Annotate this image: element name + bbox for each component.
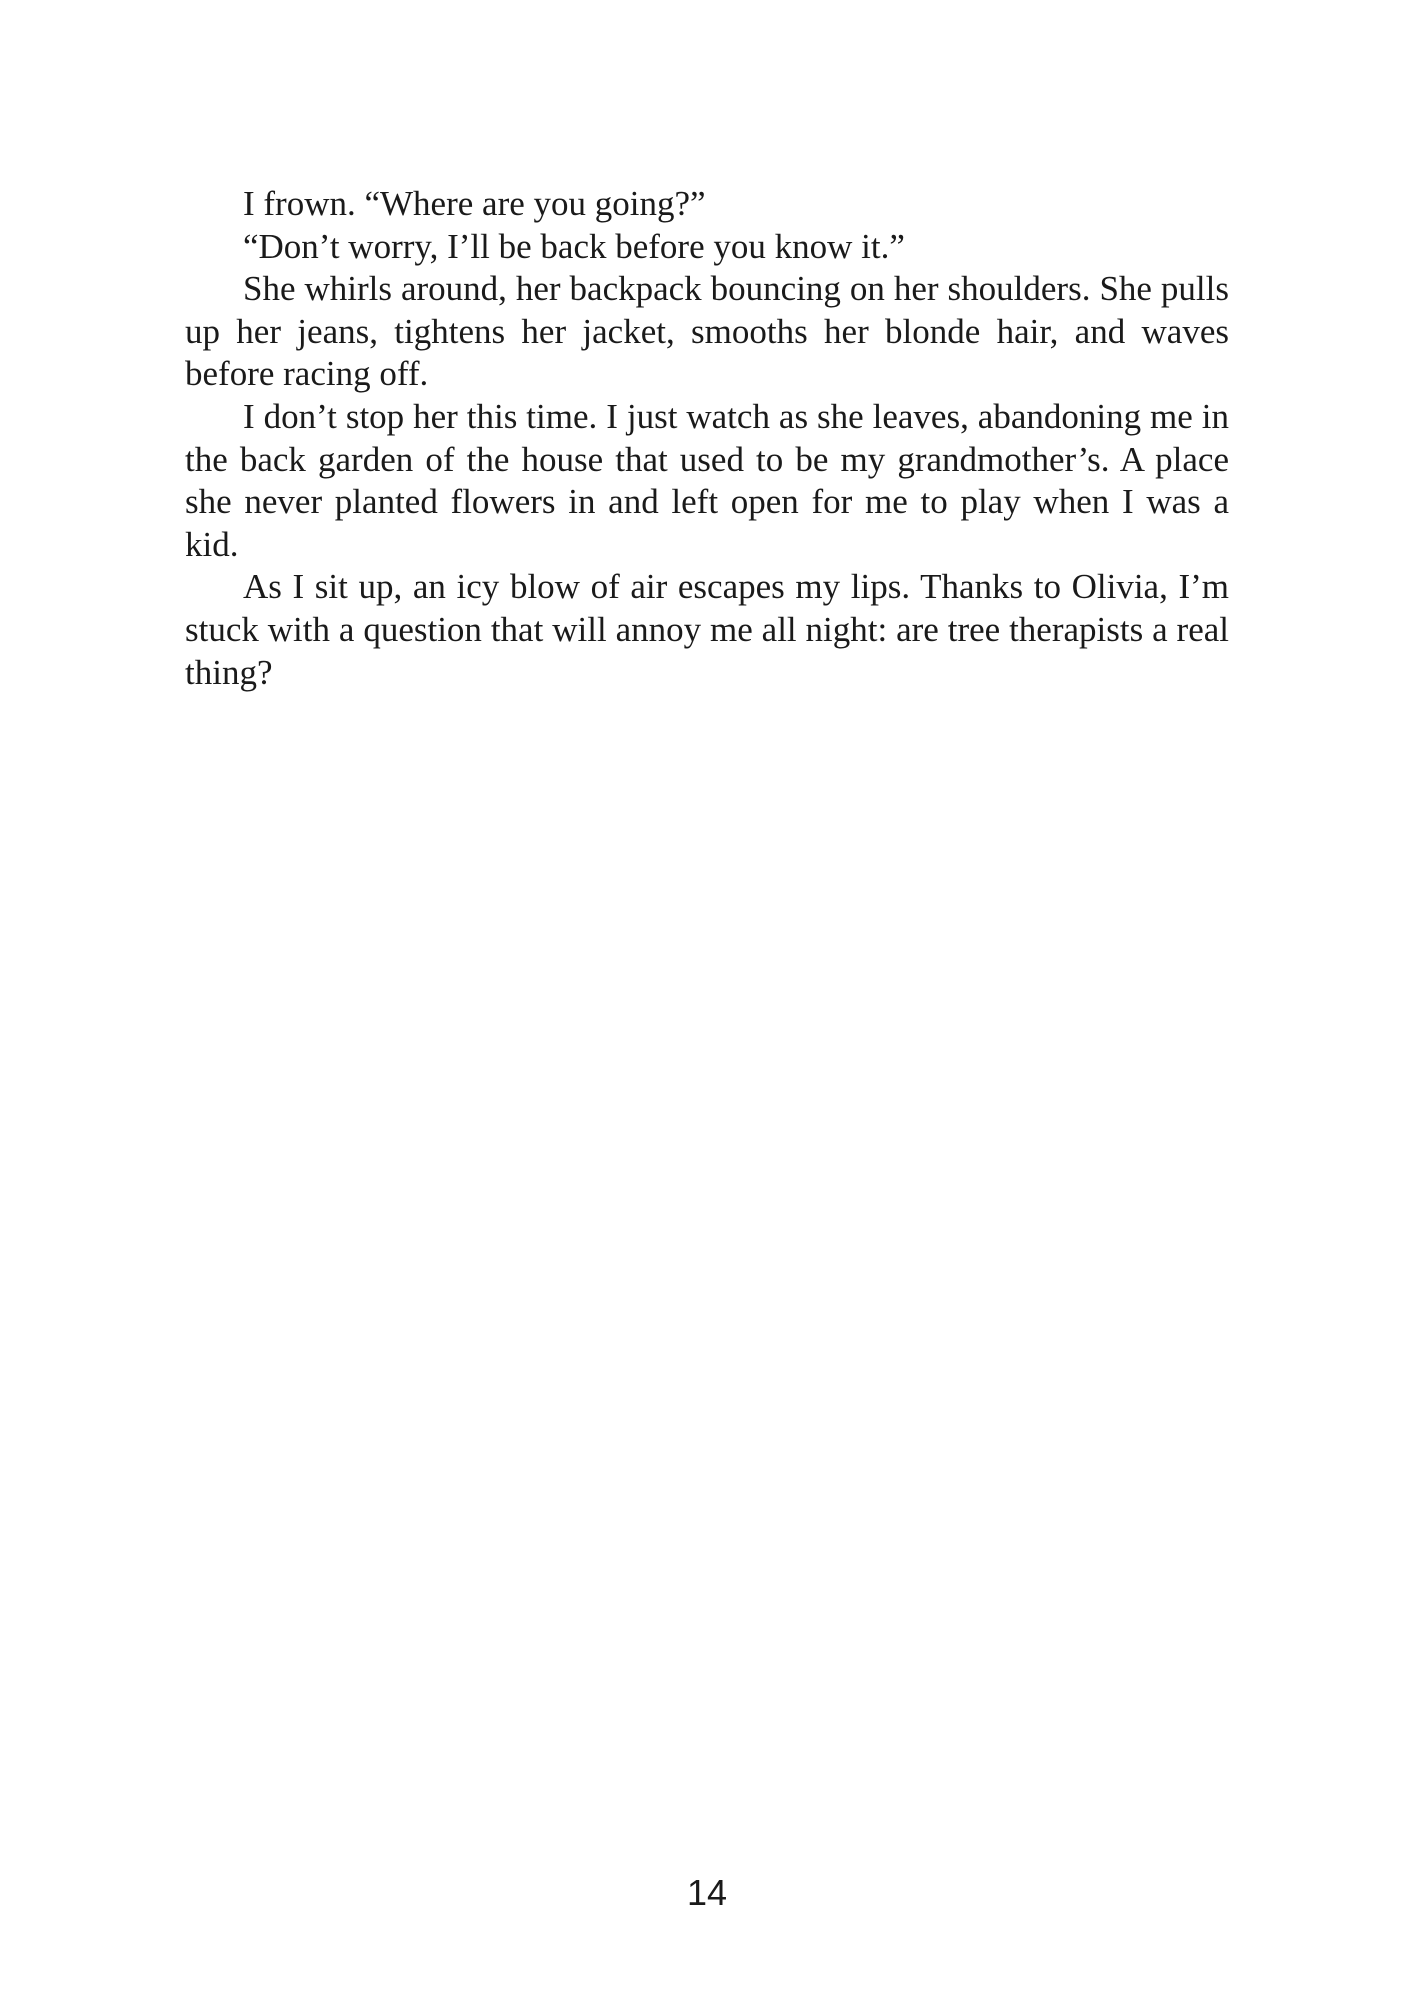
page-number: 14 [686, 1872, 728, 1913]
paragraph: She whirls around, her backpack bouncing on her shoulders. She pulls up her jeans, tightens her jacket, smooths her blonde hair, and waves before racing off. [185, 269, 1229, 394]
body-text [185, 183, 1229, 694]
paragraph: I frown. “Where are you going?” [243, 184, 706, 223]
paragraph: “Don’t worry, I’ll be back before you know it.” [243, 226, 905, 266]
paragraph: As I sit up, an icy blow of air escapes my lips. Thanks to Olivia, I’m stuck with a question that will annoy me all night: are tree therapists a real thing? [185, 567, 1229, 692]
paragraph: I don’t stop her this time. I just watch as she leaves, abandoning me in the back garden of the house that used to be my grandmother’s. A place she never planted flowers in and left open for me to play when I was a kid. [185, 396, 1229, 564]
